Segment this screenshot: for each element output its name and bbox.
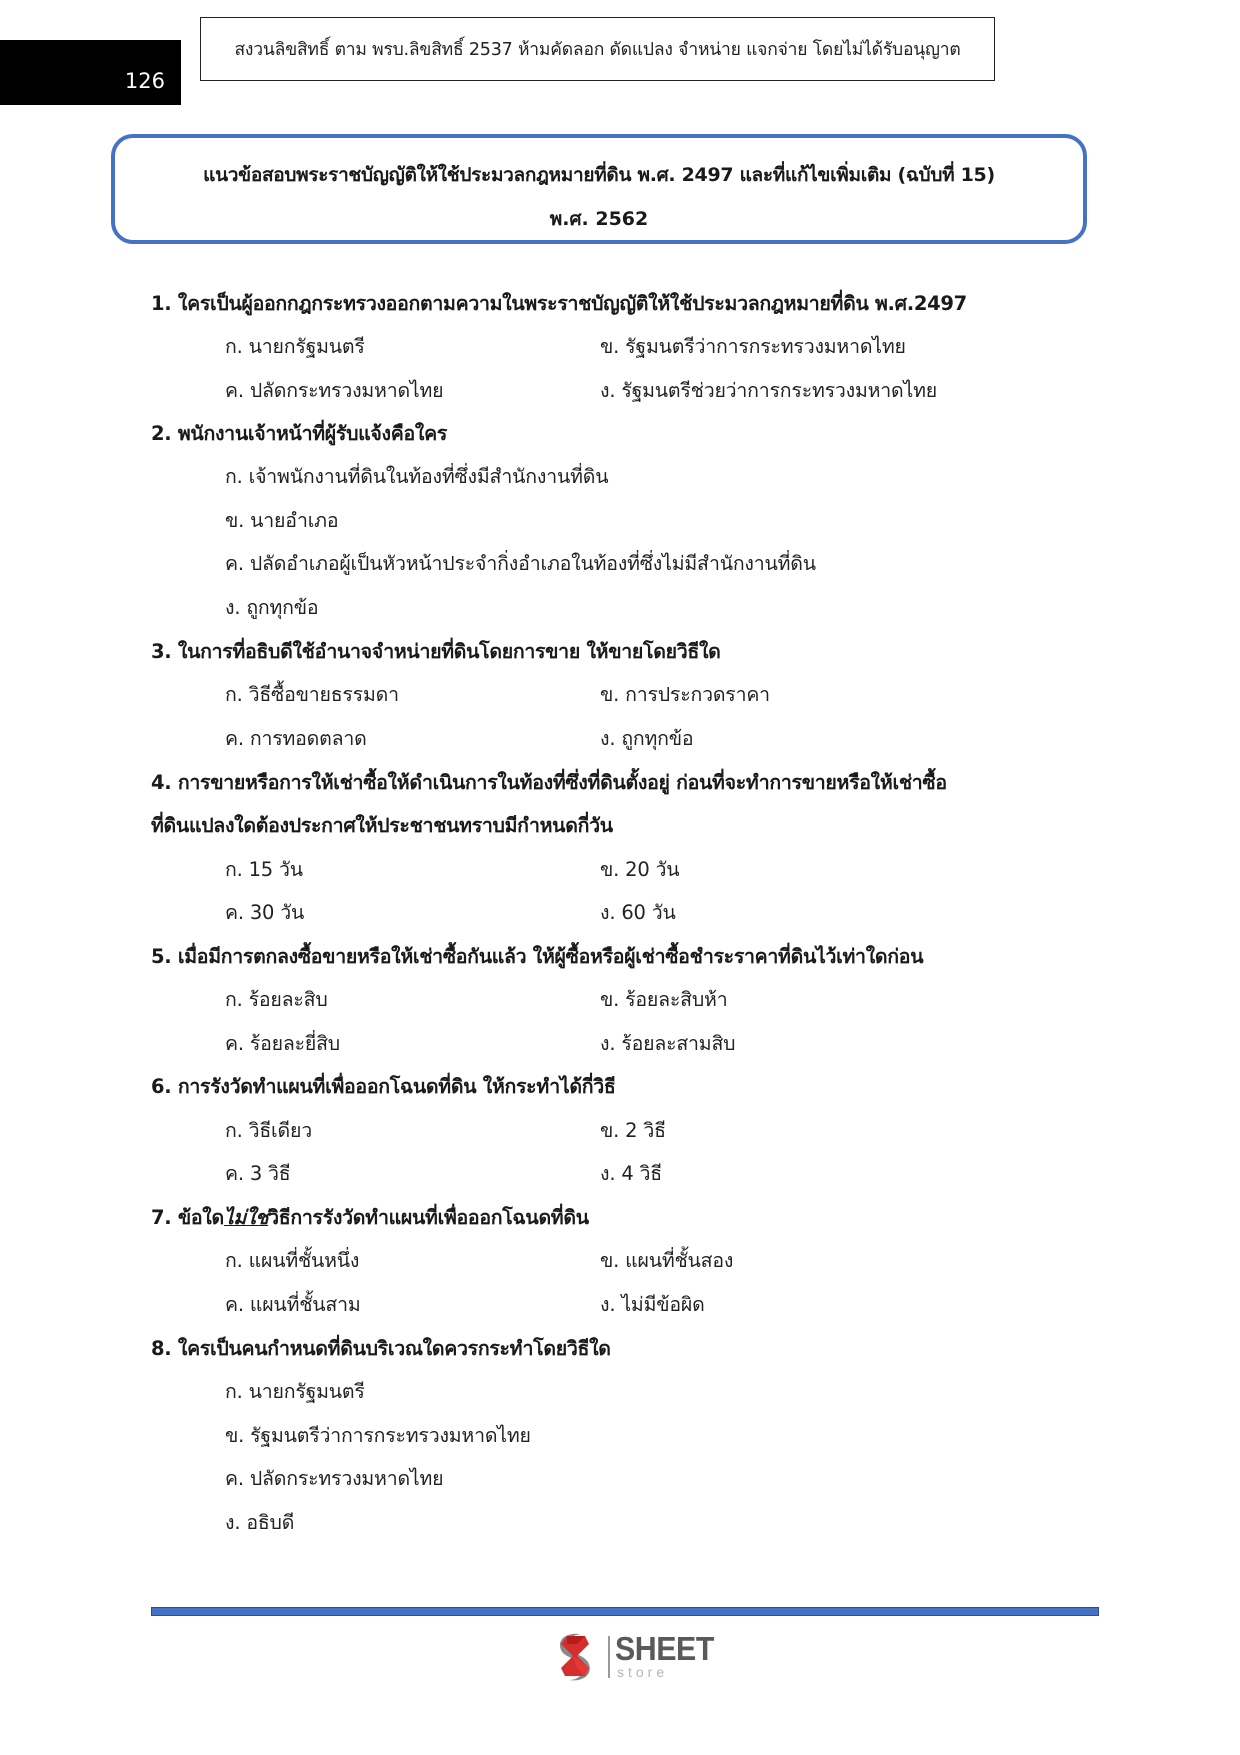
- q5-option-d: ง. ร้อยละสามสิบ: [600, 1032, 736, 1055]
- q1-option-d: ง. รัฐมนตรีช่วยว่าการกระทรวงมหาดไทย: [600, 379, 937, 402]
- q2-option-a: ก. เจ้าพนักงานที่ดินในท้องที่ซึ่งมีสำนักงานที่ดิน: [225, 465, 609, 488]
- logo-divider: [608, 1636, 610, 1678]
- q6-option-a: ก. วิธีเดียว: [225, 1119, 312, 1142]
- copyright-notice: สงวนลิขสิทธิ์ ตาม พรบ.ลิขสิทธิ์ 2537 ห้ามคัดลอก ดัดแปลง จำหน่าย แจกจ่าย โดยไม่ได้รับอนุญาต: [234, 40, 961, 60]
- title-frame: [111, 134, 1087, 244]
- q8-option-d: ง. อธิบดี: [225, 1511, 295, 1534]
- question-3: 3. ในการที่อธิบดีใช้อำนาจจำหน่ายที่ดินโดยการขาย ให้ขายโดยวิธีใด: [151, 640, 721, 663]
- sheet-store-s-icon: [551, 1630, 601, 1682]
- question-8: 8. ใครเป็นคนกำหนดที่ดินบริเวณใดควรกระทำโดยวิธีใด: [151, 1337, 611, 1360]
- question-7-suffix: วิธีการรังวัดทำแผนที่เพื่อออกโฉนดที่ดิน: [268, 1206, 589, 1229]
- q7-option-c: ค. แผนที่ชั้นสาม: [225, 1293, 361, 1316]
- copyright-notice-box: [200, 17, 995, 81]
- question-2: 2. พนักงานเจ้าหน้าที่ผู้รับแจ้งคือใคร: [151, 422, 448, 445]
- q1-option-a: ก. นายกรัฐมนตรี: [225, 335, 365, 358]
- q1-option-b: ข. รัฐมนตรีว่าการกระทรวงมหาดไทย: [600, 335, 906, 358]
- q6-option-c: ค. 3 วิธี: [225, 1162, 291, 1185]
- sheet-store-logo: [551, 1630, 726, 1682]
- document-title: แนวข้อสอบพระราชบัญญัติให้ใช้ประมวลกฎหมายที่ดิน พ.ศ. 2497 และที่แก้ไขเพิ่มเติม (ฉบับที่ 15): [203, 164, 995, 186]
- q4-option-c: ค. 30 วัน: [225, 901, 305, 924]
- q3-option-c: ค. การทอดตลาด: [225, 727, 367, 750]
- q4-option-d: ง. 60 วัน: [600, 901, 676, 924]
- question-4-line1: 4. การขายหรือการให้เช่าซื้อให้ดำเนินการในท้องที่ซึ่งที่ดินตั้งอยู่ ก่อนที่จะทำการขายหรือให้เช่าซื้อ: [151, 771, 947, 794]
- question-4-line2: ที่ดินแปลงใดต้องประกาศให้ประชาชนทราบมีกำหนดกี่วัน: [151, 814, 613, 837]
- q4-option-b: ข. 20 วัน: [600, 858, 680, 881]
- question-6: 6. การรังวัดทำแผนที่เพื่อออกโฉนดที่ดิน ให้กระทำได้กี่วิธี: [151, 1075, 616, 1098]
- q5-option-c: ค. ร้อยละยี่สิบ: [225, 1032, 340, 1055]
- logo-wordmark: SHEET: [615, 1630, 714, 1667]
- q4-option-a: ก. 15 วัน: [225, 858, 303, 881]
- q6-option-b: ข. 2 วิธี: [600, 1119, 666, 1142]
- q6-option-d: ง. 4 วิธี: [600, 1162, 662, 1185]
- question-7: [151, 1202, 589, 1233]
- q2-option-c: ค. ปลัดอำเภอผู้เป็นหัวหน้าประจำกิ่งอำเภอในท้องที่ซึ่งไม่มีสำนักงานที่ดิน: [225, 552, 816, 575]
- q2-option-b: ข. นายอำเภอ: [225, 509, 339, 532]
- page-number-box: [0, 40, 181, 105]
- q7-option-d: ง. ไม่มีข้อผิด: [600, 1293, 705, 1316]
- question-7-prefix: 7. ข้อใด: [151, 1206, 224, 1229]
- question-5: 5. เมื่อมีการตกลงซื้อขายหรือให้เช่าซื้อกันแล้ว ให้ผู้ซื้อหรือผู้เช่าซื้อชำระราคาที่ดินไว้เท่าใดก่อน: [151, 945, 924, 968]
- q3-option-d: ง. ถูกทุกข้อ: [600, 727, 694, 750]
- question-1: 1. ใครเป็นผู้ออกกฎกระทรวงออกตามความในพระราชบัญญัติให้ใช้ประมวลกฎหมายที่ดิน พ.ศ.2497: [151, 292, 967, 315]
- q7-option-a: ก. แผนที่ชั้นหนึ่ง: [225, 1249, 360, 1272]
- q2-option-d: ง. ถูกทุกข้อ: [225, 596, 319, 619]
- logo-subtitle: store: [617, 1664, 669, 1680]
- q3-option-b: ข. การประกวดราคา: [600, 683, 770, 706]
- q8-option-c: ค. ปลัดกระทรวงมหาดไทย: [225, 1467, 444, 1490]
- q3-option-a: ก. วิธีซื้อขายธรรมดา: [225, 683, 399, 706]
- document-title-year: พ.ศ. 2562: [549, 208, 649, 230]
- question-7-emphasis: ไม่ใช่: [223, 1206, 269, 1229]
- footer-divider-bar: [151, 1607, 1099, 1616]
- page-number: 126: [124, 69, 165, 93]
- q5-option-b: ข. ร้อยละสิบห้า: [600, 988, 728, 1011]
- q1-option-c: ค. ปลัดกระทรวงมหาดไทย: [225, 379, 444, 402]
- q8-option-a: ก. นายกรัฐมนตรี: [225, 1380, 365, 1403]
- q7-option-b: ข. แผนที่ชั้นสอง: [600, 1249, 734, 1272]
- q5-option-a: ก. ร้อยละสิบ: [225, 988, 328, 1011]
- q8-option-b: ข. รัฐมนตรีว่าการกระทรวงมหาดไทย: [225, 1424, 531, 1447]
